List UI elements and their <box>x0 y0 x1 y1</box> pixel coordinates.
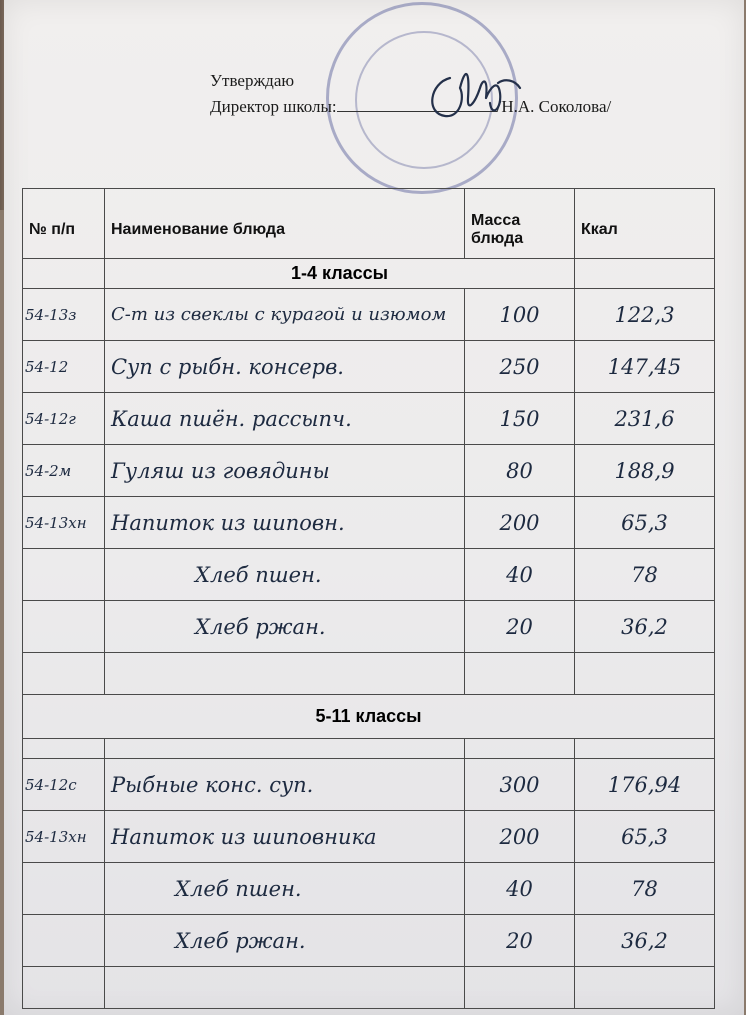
table-row <box>23 915 715 967</box>
menu-table <box>22 188 715 1009</box>
empty-row <box>23 739 715 759</box>
section-row <box>23 695 715 739</box>
recipe-code: 54-12г <box>23 393 105 445</box>
recipe-code <box>23 601 105 653</box>
table-header-row <box>23 189 715 259</box>
dish-name: Хлеб ржан. <box>105 915 465 967</box>
dish-mass: 100 <box>465 289 575 341</box>
approval-title: Утверждаю <box>210 71 295 90</box>
table-row <box>23 341 715 393</box>
header-dish-name: Наименование блюда <box>105 189 465 259</box>
dish-mass: 300 <box>465 759 575 811</box>
dish-name: Гуляш из говядины <box>105 445 465 497</box>
dish-kcal: 36,2 <box>575 915 715 967</box>
empty-row <box>23 967 715 1009</box>
dish-mass: 250 <box>465 341 575 393</box>
director-name: /Н.А. Соколова/ <box>496 97 612 116</box>
recipe-code: 54-12с <box>23 759 105 811</box>
dish-name: Хлеб пшен. <box>105 863 465 915</box>
table-row <box>23 863 715 915</box>
dish-mass: 20 <box>465 601 575 653</box>
header-number: № п/п <box>23 189 105 259</box>
dish-kcal: 78 <box>575 549 715 601</box>
table-row <box>23 811 715 863</box>
dish-name: Напиток из шиповника <box>105 811 465 863</box>
table-row <box>23 759 715 811</box>
dish-mass: 200 <box>465 497 575 549</box>
dish-kcal: 176,94 <box>575 759 715 811</box>
recipe-code: 54-2м <box>23 445 105 497</box>
recipe-code <box>23 549 105 601</box>
dish-kcal: 122,3 <box>575 289 715 341</box>
dish-kcal: 231,6 <box>575 393 715 445</box>
dish-mass: 200 <box>465 811 575 863</box>
dish-mass: 20 <box>465 915 575 967</box>
dish-kcal: 65,3 <box>575 811 715 863</box>
dish-kcal: 36,2 <box>575 601 715 653</box>
table-row <box>23 393 715 445</box>
recipe-code: 54-12 <box>23 341 105 393</box>
recipe-code <box>23 915 105 967</box>
recipe-code: 54-13хн <box>23 497 105 549</box>
table-row <box>23 445 715 497</box>
dish-kcal: 78 <box>575 863 715 915</box>
dish-name: С-т из свеклы с курагой и изюмом <box>105 289 465 341</box>
dish-name: Рыбные конс. суп. <box>105 759 465 811</box>
director-label: Директор школы: <box>210 97 337 116</box>
approval-block <box>210 68 611 120</box>
empty-row <box>23 653 715 695</box>
table-row <box>23 549 715 601</box>
section-title: 5-11 классы <box>23 695 715 739</box>
table-row <box>23 601 715 653</box>
dish-name: Каша пшён. рассыпч. <box>105 393 465 445</box>
dish-kcal: 147,45 <box>575 341 715 393</box>
dish-mass: 150 <box>465 393 575 445</box>
dish-name: Напиток из шиповн. <box>105 497 465 549</box>
table-row <box>23 497 715 549</box>
section-row <box>23 259 715 289</box>
dish-name: Хлеб пшен. <box>105 549 465 601</box>
section-title: 1-4 классы <box>105 259 575 289</box>
dish-kcal: 188,9 <box>575 445 715 497</box>
recipe-code: 54-13з <box>23 289 105 341</box>
dish-mass: 40 <box>465 863 575 915</box>
dish-name: Хлеб ржан. <box>105 601 465 653</box>
header-kcal: Ккал <box>575 189 715 259</box>
dish-name: Суп с рыбн. консерв. <box>105 341 465 393</box>
recipe-code: 54-13хн <box>23 811 105 863</box>
approval-director-line <box>210 94 611 120</box>
recipe-code <box>23 863 105 915</box>
table-row <box>23 289 715 341</box>
header-mass: Масса блюда <box>465 189 575 259</box>
director-signature <box>420 58 530 128</box>
dish-kcal: 65,3 <box>575 497 715 549</box>
dish-mass: 80 <box>465 445 575 497</box>
dish-mass: 40 <box>465 549 575 601</box>
